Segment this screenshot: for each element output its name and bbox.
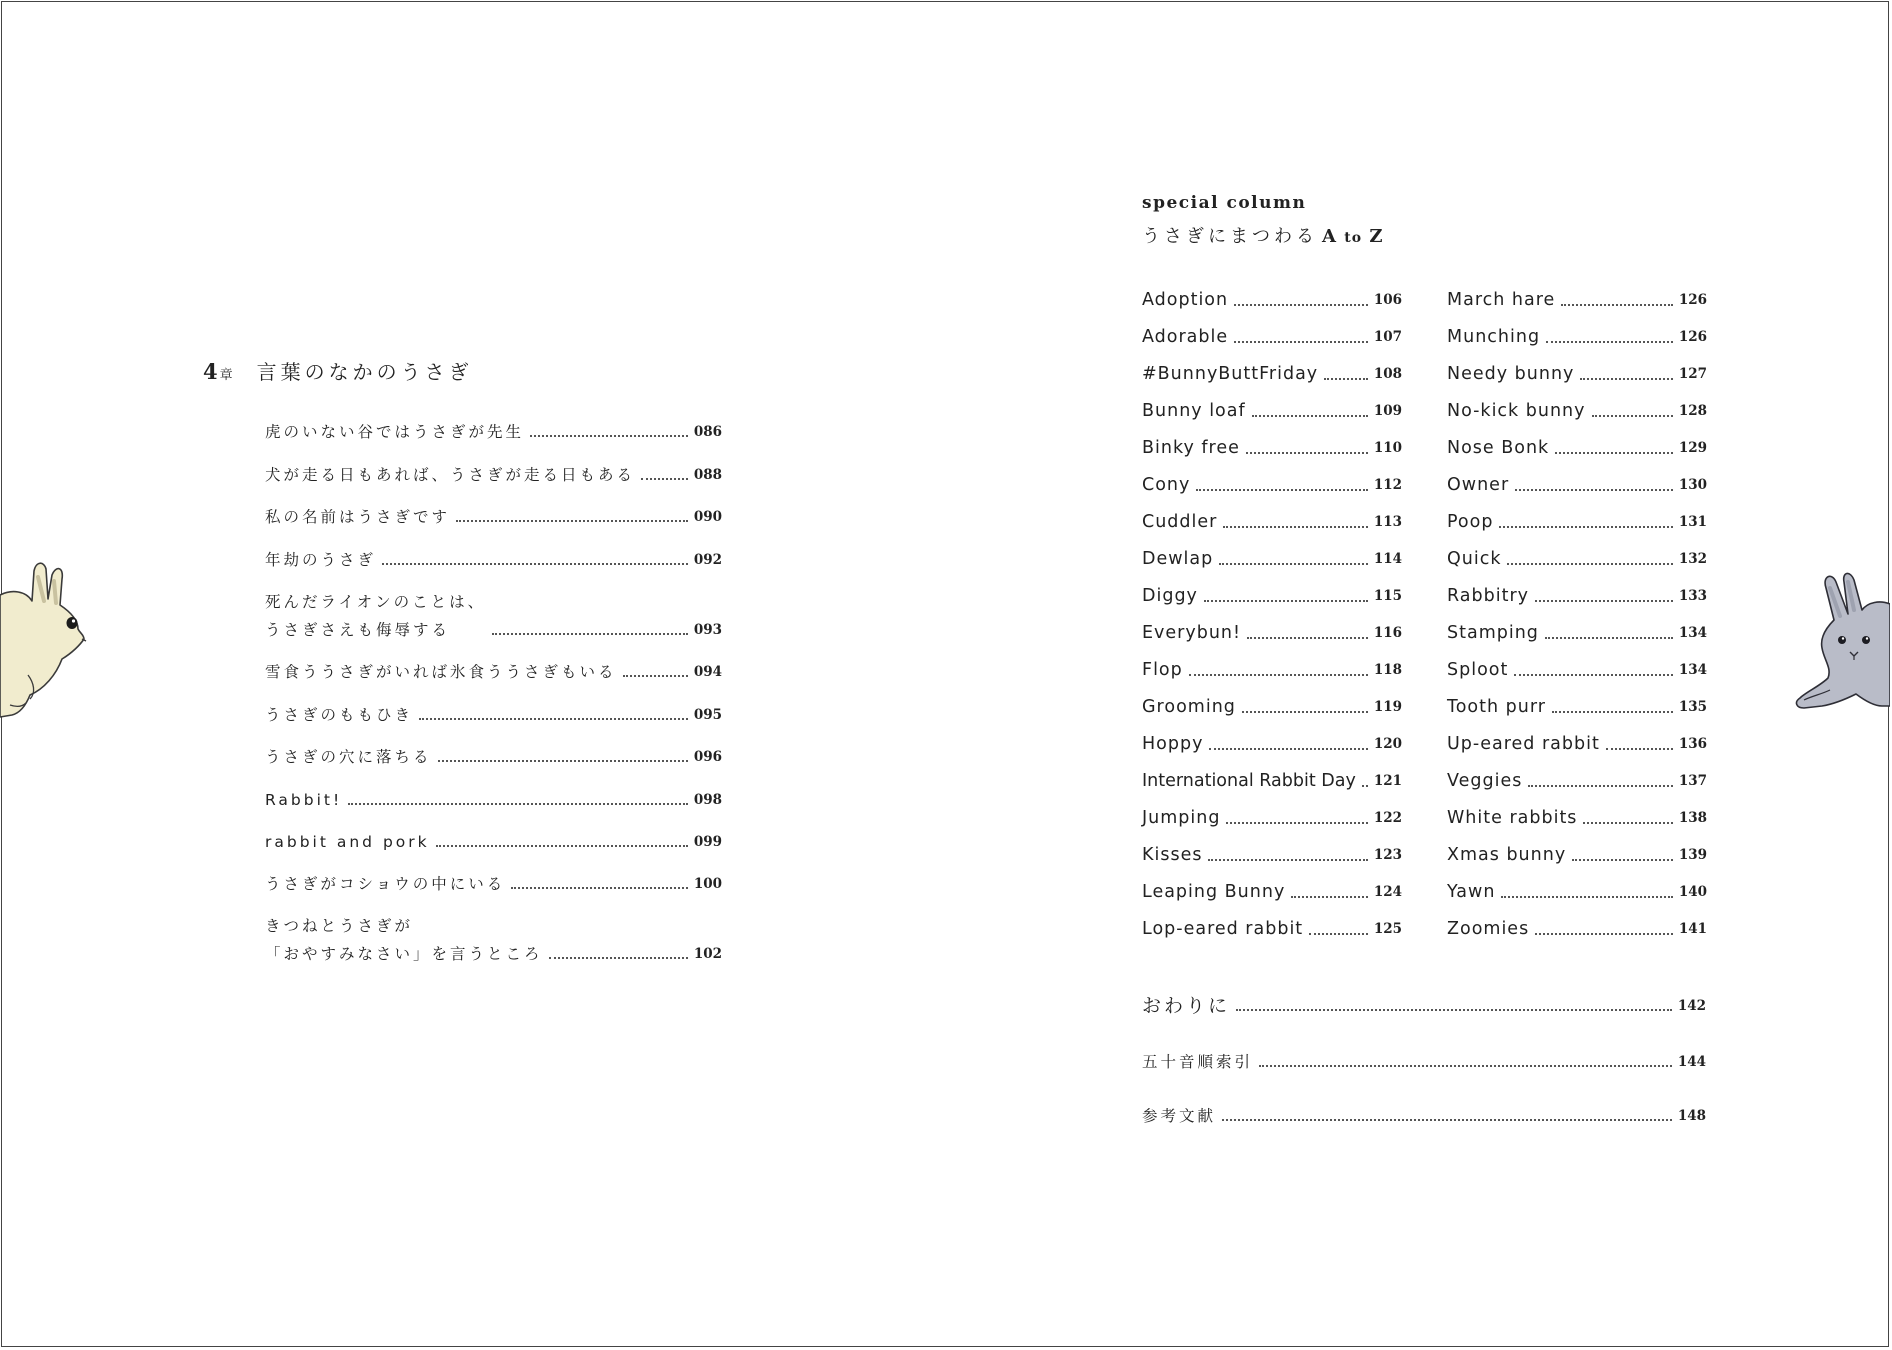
dot-leader [511, 887, 688, 889]
toc-entry[interactable] [265, 912, 722, 968]
toc-entry-page: 119 [1373, 699, 1402, 715]
toc-entry-title: Rabbitry [1447, 586, 1529, 606]
dot-leader [1580, 378, 1672, 380]
toc-entry-title: Needy bunny [1447, 364, 1575, 384]
toc-entry-page: 113 [1373, 514, 1402, 530]
toc-entry-title: Grooming [1142, 697, 1236, 717]
toc-entry-page: 096 [693, 749, 722, 765]
toc-entry-page: 102 [693, 946, 722, 962]
z-letter: Z [1369, 226, 1384, 247]
toc-entry[interactable] [1447, 507, 1707, 537]
toc-entry-title: No-kick bunny [1447, 401, 1586, 421]
toc-entry-title: Adorable [1142, 327, 1229, 347]
toc-entry-title: 犬が走る日もあれば、うさぎが走る日もある [265, 466, 636, 484]
toc-entry-title: うさぎの穴に落ちる [265, 748, 432, 766]
grey-rabbit-illustration [1782, 560, 1890, 712]
toc-entry[interactable] [1447, 877, 1707, 907]
toc-entry-title: Quick [1447, 549, 1502, 569]
dot-leader [1259, 1065, 1672, 1067]
toc-entry-title: Bunny loaf [1142, 401, 1246, 421]
chapter-heading [203, 356, 473, 385]
toc-entry-title: March hare [1447, 290, 1556, 310]
toc-entry-title: Adoption [1142, 290, 1229, 310]
toc-entry-page: 095 [693, 707, 722, 723]
dot-leader [1546, 341, 1673, 343]
toc-entry-title: Munching [1447, 327, 1541, 347]
toc-entry-page: 120 [1373, 736, 1402, 752]
dot-leader [1592, 415, 1673, 417]
dot-leader [1561, 304, 1673, 306]
toc-entry-page: 098 [693, 792, 722, 808]
toc-entry-page: 139 [1678, 847, 1707, 863]
toc-entry[interactable] [265, 743, 722, 771]
toc-entry-title: Cony [1142, 475, 1191, 495]
dot-leader [1362, 785, 1368, 787]
toc-entry-page: 115 [1373, 588, 1402, 604]
toc-entry-page: 133 [1678, 588, 1707, 604]
dot-leader [1246, 452, 1368, 454]
special-column-title-prefix: うさぎにまつわる [1142, 226, 1318, 247]
toc-entry[interactable] [1142, 433, 1402, 463]
toc-entry[interactable] [1142, 803, 1402, 833]
toc-entry-page: 094 [693, 664, 722, 680]
dot-leader [492, 633, 688, 635]
toc-entry[interactable] [1447, 396, 1707, 426]
toc-entry-page: 109 [1373, 403, 1402, 419]
toc-entry[interactable] [1447, 322, 1707, 352]
toc-entry-page: 127 [1678, 366, 1707, 382]
toc-entry-page: 141 [1678, 921, 1707, 937]
toc-entry-page: 099 [693, 834, 722, 850]
toc-entry[interactable] [265, 701, 722, 729]
toc-entry[interactable] [1142, 322, 1402, 352]
a-letter: A [1322, 226, 1337, 247]
toc-entry-title: Tooth purr [1447, 697, 1546, 717]
chapter-number: 4 [203, 359, 218, 384]
dot-leader [1204, 600, 1368, 602]
toc-entry-title: Nose Bonk [1447, 438, 1550, 458]
special-column-label: special column [1142, 193, 1307, 213]
dot-leader [419, 718, 688, 720]
toc-entry-page: 088 [693, 467, 722, 483]
toc-entry-page: 138 [1678, 810, 1707, 826]
toc-entry-title: rabbit and pork [265, 833, 430, 851]
toc-entry-title: Dewlap [1142, 549, 1214, 569]
toc-entry-page: 126 [1678, 292, 1707, 308]
toc-entry-title: 私の名前はうさぎです [265, 508, 451, 526]
toc-entry-page: 129 [1678, 440, 1707, 456]
toc-entry-title: Lop-eared rabbit [1142, 919, 1304, 939]
dot-leader [1209, 748, 1367, 750]
toc-entry[interactable] [1142, 877, 1402, 907]
dot-leader [1196, 489, 1367, 491]
dot-leader [1528, 785, 1672, 787]
toc-entry-references[interactable] [1142, 1102, 1706, 1130]
toc-entry-title: Diggy [1142, 586, 1198, 606]
toc-entry-page: 100 [693, 876, 722, 892]
toc-entry-title: Poop [1447, 512, 1494, 532]
toc-entry-title: Owner [1447, 475, 1510, 495]
dot-leader [1499, 526, 1672, 528]
toc-entry-page: 110 [1373, 440, 1402, 456]
toc-entry-page: 131 [1678, 514, 1707, 530]
dot-leader [1234, 341, 1368, 343]
toc-entry[interactable] [1447, 618, 1707, 648]
toc-entry[interactable] [1447, 766, 1707, 796]
dot-leader [1555, 452, 1673, 454]
toc-entry-title: #BunnyButtFriday [1142, 364, 1319, 384]
toc-entry[interactable] [1142, 285, 1402, 315]
toc-entry[interactable] [1142, 729, 1402, 759]
toc-entry[interactable] [1447, 840, 1707, 870]
toc-entry-title: Binky free [1142, 438, 1240, 458]
toc-entry-page: 106 [1373, 292, 1402, 308]
toc-entry-page: 132 [1678, 551, 1707, 567]
toc-entry[interactable] [1142, 396, 1402, 426]
toc-entry[interactable] [1447, 285, 1707, 315]
toc-entry-title: Zoomies [1447, 919, 1530, 939]
toc-entry-page: 124 [1373, 884, 1402, 900]
toc-entry-page: 086 [693, 424, 722, 440]
dot-leader [1572, 859, 1673, 861]
dot-leader [1208, 859, 1367, 861]
toc-entry-page: 116 [1373, 625, 1402, 641]
dot-leader [438, 760, 688, 762]
dot-leader [1189, 674, 1368, 676]
toc-entry-title: Cuddler [1142, 512, 1218, 532]
dot-leader [1515, 489, 1673, 491]
toc-entry-page: 107 [1373, 329, 1402, 345]
dot-leader [456, 520, 688, 522]
toc-entry-title: Hoppy [1142, 734, 1204, 754]
toc-entry[interactable] [1142, 655, 1402, 685]
toc-entry[interactable] [1447, 470, 1707, 500]
dot-leader [1226, 822, 1367, 824]
toc-entry-afterword[interactable] [1142, 992, 1706, 1020]
dot-leader [1247, 637, 1368, 639]
toc-entry[interactable] [265, 588, 722, 644]
toc-entry-page: 144 [1677, 1054, 1706, 1070]
toc-entry-page: 126 [1678, 329, 1707, 345]
toc-entry[interactable] [1142, 470, 1402, 500]
toc-entry[interactable] [1142, 581, 1402, 611]
toc-entry[interactable] [265, 786, 722, 814]
toc-entry-page: 108 [1373, 366, 1402, 382]
toc-entry[interactable] [1447, 729, 1707, 759]
toc-entry[interactable] [1142, 544, 1402, 574]
toc-entry-page: 135 [1678, 699, 1707, 715]
toc-entry[interactable] [1142, 914, 1402, 944]
dot-leader [1514, 674, 1672, 676]
toc-entry-title: Leaping Bunny [1142, 882, 1286, 902]
dot-leader [530, 435, 688, 437]
toc-entry[interactable] [265, 503, 722, 531]
toc-entry[interactable] [265, 461, 722, 489]
toc-entry-title: 年劫のうさぎ [265, 551, 377, 569]
toc-entry[interactable] [1142, 766, 1402, 796]
toc-entry-title: 虎のいない谷ではうさぎが先生 [265, 423, 525, 441]
dot-leader [436, 845, 688, 847]
toc-entry[interactable] [265, 658, 722, 686]
toc-entry[interactable] [1447, 544, 1707, 574]
toc-entry-title: Jumping [1142, 808, 1221, 828]
chapter-title: 言葉のなかのうさぎ [256, 360, 473, 384]
toc-entry-page: 134 [1678, 662, 1707, 678]
dot-leader [1552, 711, 1673, 713]
toc-entry[interactable] [1447, 581, 1707, 611]
toc-entry[interactable] [1142, 507, 1402, 537]
toc-entry[interactable] [265, 828, 722, 856]
dot-leader [1222, 1119, 1672, 1121]
toc-entry-title: 参考文献 [1142, 1107, 1217, 1125]
dot-leader [1535, 600, 1673, 602]
toc-entry-title: おわりに [1142, 995, 1231, 1017]
a-to-z-label [1322, 226, 1383, 247]
dot-leader [1223, 526, 1367, 528]
toc-entry-page: 137 [1678, 773, 1707, 789]
dot-leader [1309, 933, 1368, 935]
dot-leader [1545, 637, 1673, 639]
toc-entry-title: うさぎがコショウの中にいる [265, 875, 506, 893]
toc-entry-page: 140 [1678, 884, 1707, 900]
toc-entry-page: 136 [1678, 736, 1707, 752]
toc-entry[interactable] [1447, 359, 1707, 389]
toc-entry-page: 125 [1373, 921, 1402, 937]
toc-entry-page: 112 [1373, 477, 1402, 493]
toc-entry[interactable] [1447, 433, 1707, 463]
toc-entry-title: Up-eared rabbit [1447, 734, 1600, 754]
toc-entry-page: 148 [1677, 1108, 1706, 1124]
toc-entry-title: 五十音順索引 [1142, 1053, 1254, 1071]
toc-entry-title: Kisses [1142, 845, 1203, 865]
dot-leader [549, 957, 688, 959]
chapter-suffix: 章 [219, 368, 233, 383]
toc-entry-page: 118 [1373, 662, 1402, 678]
toc-entry[interactable] [265, 870, 722, 898]
toc-entry-title: Xmas bunny [1447, 845, 1567, 865]
dot-leader [1535, 933, 1673, 935]
toc-entry-page: 123 [1373, 847, 1402, 863]
toc-entry[interactable] [1447, 803, 1707, 833]
toc-entry[interactable] [1447, 692, 1707, 722]
toc-entry-title: Sploot [1447, 660, 1509, 680]
toc-entry-title: Veggies [1447, 771, 1523, 791]
dot-leader [1242, 711, 1368, 713]
toc-entry-title: Yawn [1447, 882, 1496, 902]
toc-entry-page: 114 [1373, 551, 1402, 567]
toc-entry-page: 142 [1677, 998, 1706, 1014]
toc-entry[interactable] [265, 418, 722, 446]
dot-leader [382, 563, 688, 565]
toc-entry-index[interactable] [1142, 1048, 1706, 1076]
toc-entry-title: 死んだライオンのことは、 うさぎさえも侮辱する [265, 593, 487, 639]
toc-entry-title: White rabbits [1447, 808, 1578, 828]
toc-entry-title: Everybun! [1142, 623, 1242, 643]
dot-leader [1219, 563, 1368, 565]
toc-entry-title: International Rabbit Day [1142, 771, 1356, 791]
toc-entry-title: きつねとうさぎが 「おやすみなさい」を言うところ [265, 917, 543, 963]
dot-leader [1234, 304, 1368, 306]
toc-entry[interactable] [1142, 840, 1402, 870]
toc-entry-title: Flop [1142, 660, 1183, 680]
toc-entry[interactable] [1447, 655, 1707, 685]
toc-entry-page: 090 [693, 509, 722, 525]
toc-entry-title: Stamping [1447, 623, 1539, 643]
toc-entry-title: うさぎのももひき [265, 706, 414, 724]
toc-entry-title: Rabbit! [265, 791, 343, 809]
dot-leader [1291, 896, 1368, 898]
dot-leader [348, 803, 688, 805]
toc-entry-page: 134 [1678, 625, 1707, 641]
toc-entry-title: 雪食ううさぎがいれば氷食ううさぎもいる [265, 663, 617, 681]
toc-entry[interactable] [1142, 618, 1402, 648]
toc-entry-page: 121 [1373, 773, 1402, 789]
toc-entry-page: 128 [1678, 403, 1707, 419]
dot-leader [641, 478, 688, 480]
toc-entry[interactable] [1447, 914, 1707, 944]
cream-rabbit-illustration [0, 555, 110, 720]
toc-entry-page: 093 [693, 622, 722, 638]
toc-entry[interactable] [1142, 359, 1402, 389]
toc-entry[interactable] [1142, 692, 1402, 722]
to-word: to [1344, 230, 1363, 246]
toc-entry-page: 122 [1373, 810, 1402, 826]
dot-leader [623, 675, 688, 677]
toc-entry[interactable] [265, 546, 722, 574]
dot-leader [1324, 378, 1368, 380]
special-column-title [1142, 222, 1383, 248]
toc-entry-page: 092 [693, 552, 722, 568]
toc-entry-page: 130 [1678, 477, 1707, 493]
dot-leader [1236, 1009, 1672, 1011]
dot-leader [1606, 748, 1673, 750]
dot-leader [1507, 563, 1672, 565]
dot-leader [1252, 415, 1368, 417]
dot-leader [1501, 896, 1672, 898]
dot-leader [1583, 822, 1672, 824]
